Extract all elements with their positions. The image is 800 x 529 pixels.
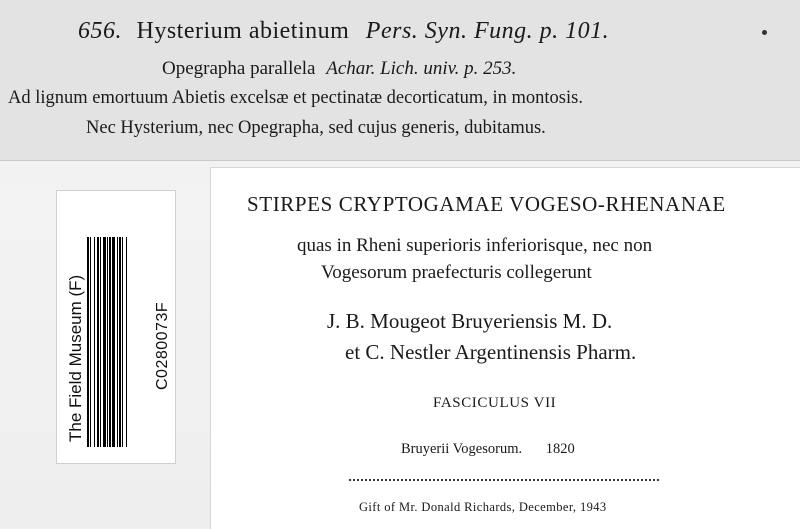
year: 1820 — [545, 441, 575, 457]
barcode-bar — [112, 237, 115, 447]
gift-note: Gift of Mr. Donald Richards, December, 1943 — [359, 500, 607, 514]
barcode-bar — [100, 237, 101, 447]
collector-line-1: J. B. Mougeot Bruyeriensis M. D. — [327, 309, 613, 333]
synonym-name: Opegrapha parallela — [162, 58, 316, 79]
remark-line: Nec Hysterium, nec Opegrapha, sed cujus generis, dubitamus. — [86, 118, 546, 138]
place: Bruyerii Vogesorum. — [401, 441, 523, 457]
institution-text: The Field Museum (F) — [66, 274, 85, 442]
printed-species-label — [0, 0, 800, 161]
species-line — [78, 18, 609, 45]
taxon-authority: Pers. Syn. Fung. p. 101. — [365, 18, 610, 44]
barcode-bar — [103, 237, 106, 447]
habitat-line: Ad lignum emortuum Abietis excelsæ et pectinatæ decorticatum, in montosis. — [8, 88, 583, 108]
barcode-bar — [122, 237, 123, 447]
barcode-bar — [90, 237, 91, 447]
barcode-bar — [109, 237, 111, 447]
taxon-name: Hysterium abietinum — [136, 18, 350, 44]
barcode-bar — [107, 237, 108, 447]
subtitle-line-2: Vogesorum praefecturis collegerunt — [321, 262, 592, 283]
barcode — [87, 237, 127, 447]
synonym-line — [162, 58, 516, 80]
barcode-bar — [117, 237, 118, 447]
collector-line-2: et C. Nestler Argentinensis Pharm. — [345, 340, 637, 364]
catalog-number: C0280073F — [154, 301, 171, 390]
barcode-bar — [126, 237, 127, 447]
exsiccata-label — [210, 167, 800, 529]
barcode-bar — [97, 237, 99, 447]
fasciculus: FASCICULUS VII — [433, 395, 557, 411]
synonym-authority: Achar. Lich. univ. p. 253. — [326, 58, 517, 79]
dotted-divider — [349, 479, 659, 481]
ink-dot — [762, 30, 767, 35]
barcode-bar — [119, 237, 121, 447]
barcode-bar — [94, 237, 95, 447]
specimen-number: 656. — [78, 18, 122, 44]
place-date-line — [401, 441, 575, 458]
barcode-bar — [87, 237, 89, 447]
subtitle-line-1: quas in Rheni superioris inferiorisque, nec non — [297, 235, 653, 256]
series-title: STIRPES CRYPTOGAMAE VOGESO-RHENANAE — [247, 192, 726, 216]
